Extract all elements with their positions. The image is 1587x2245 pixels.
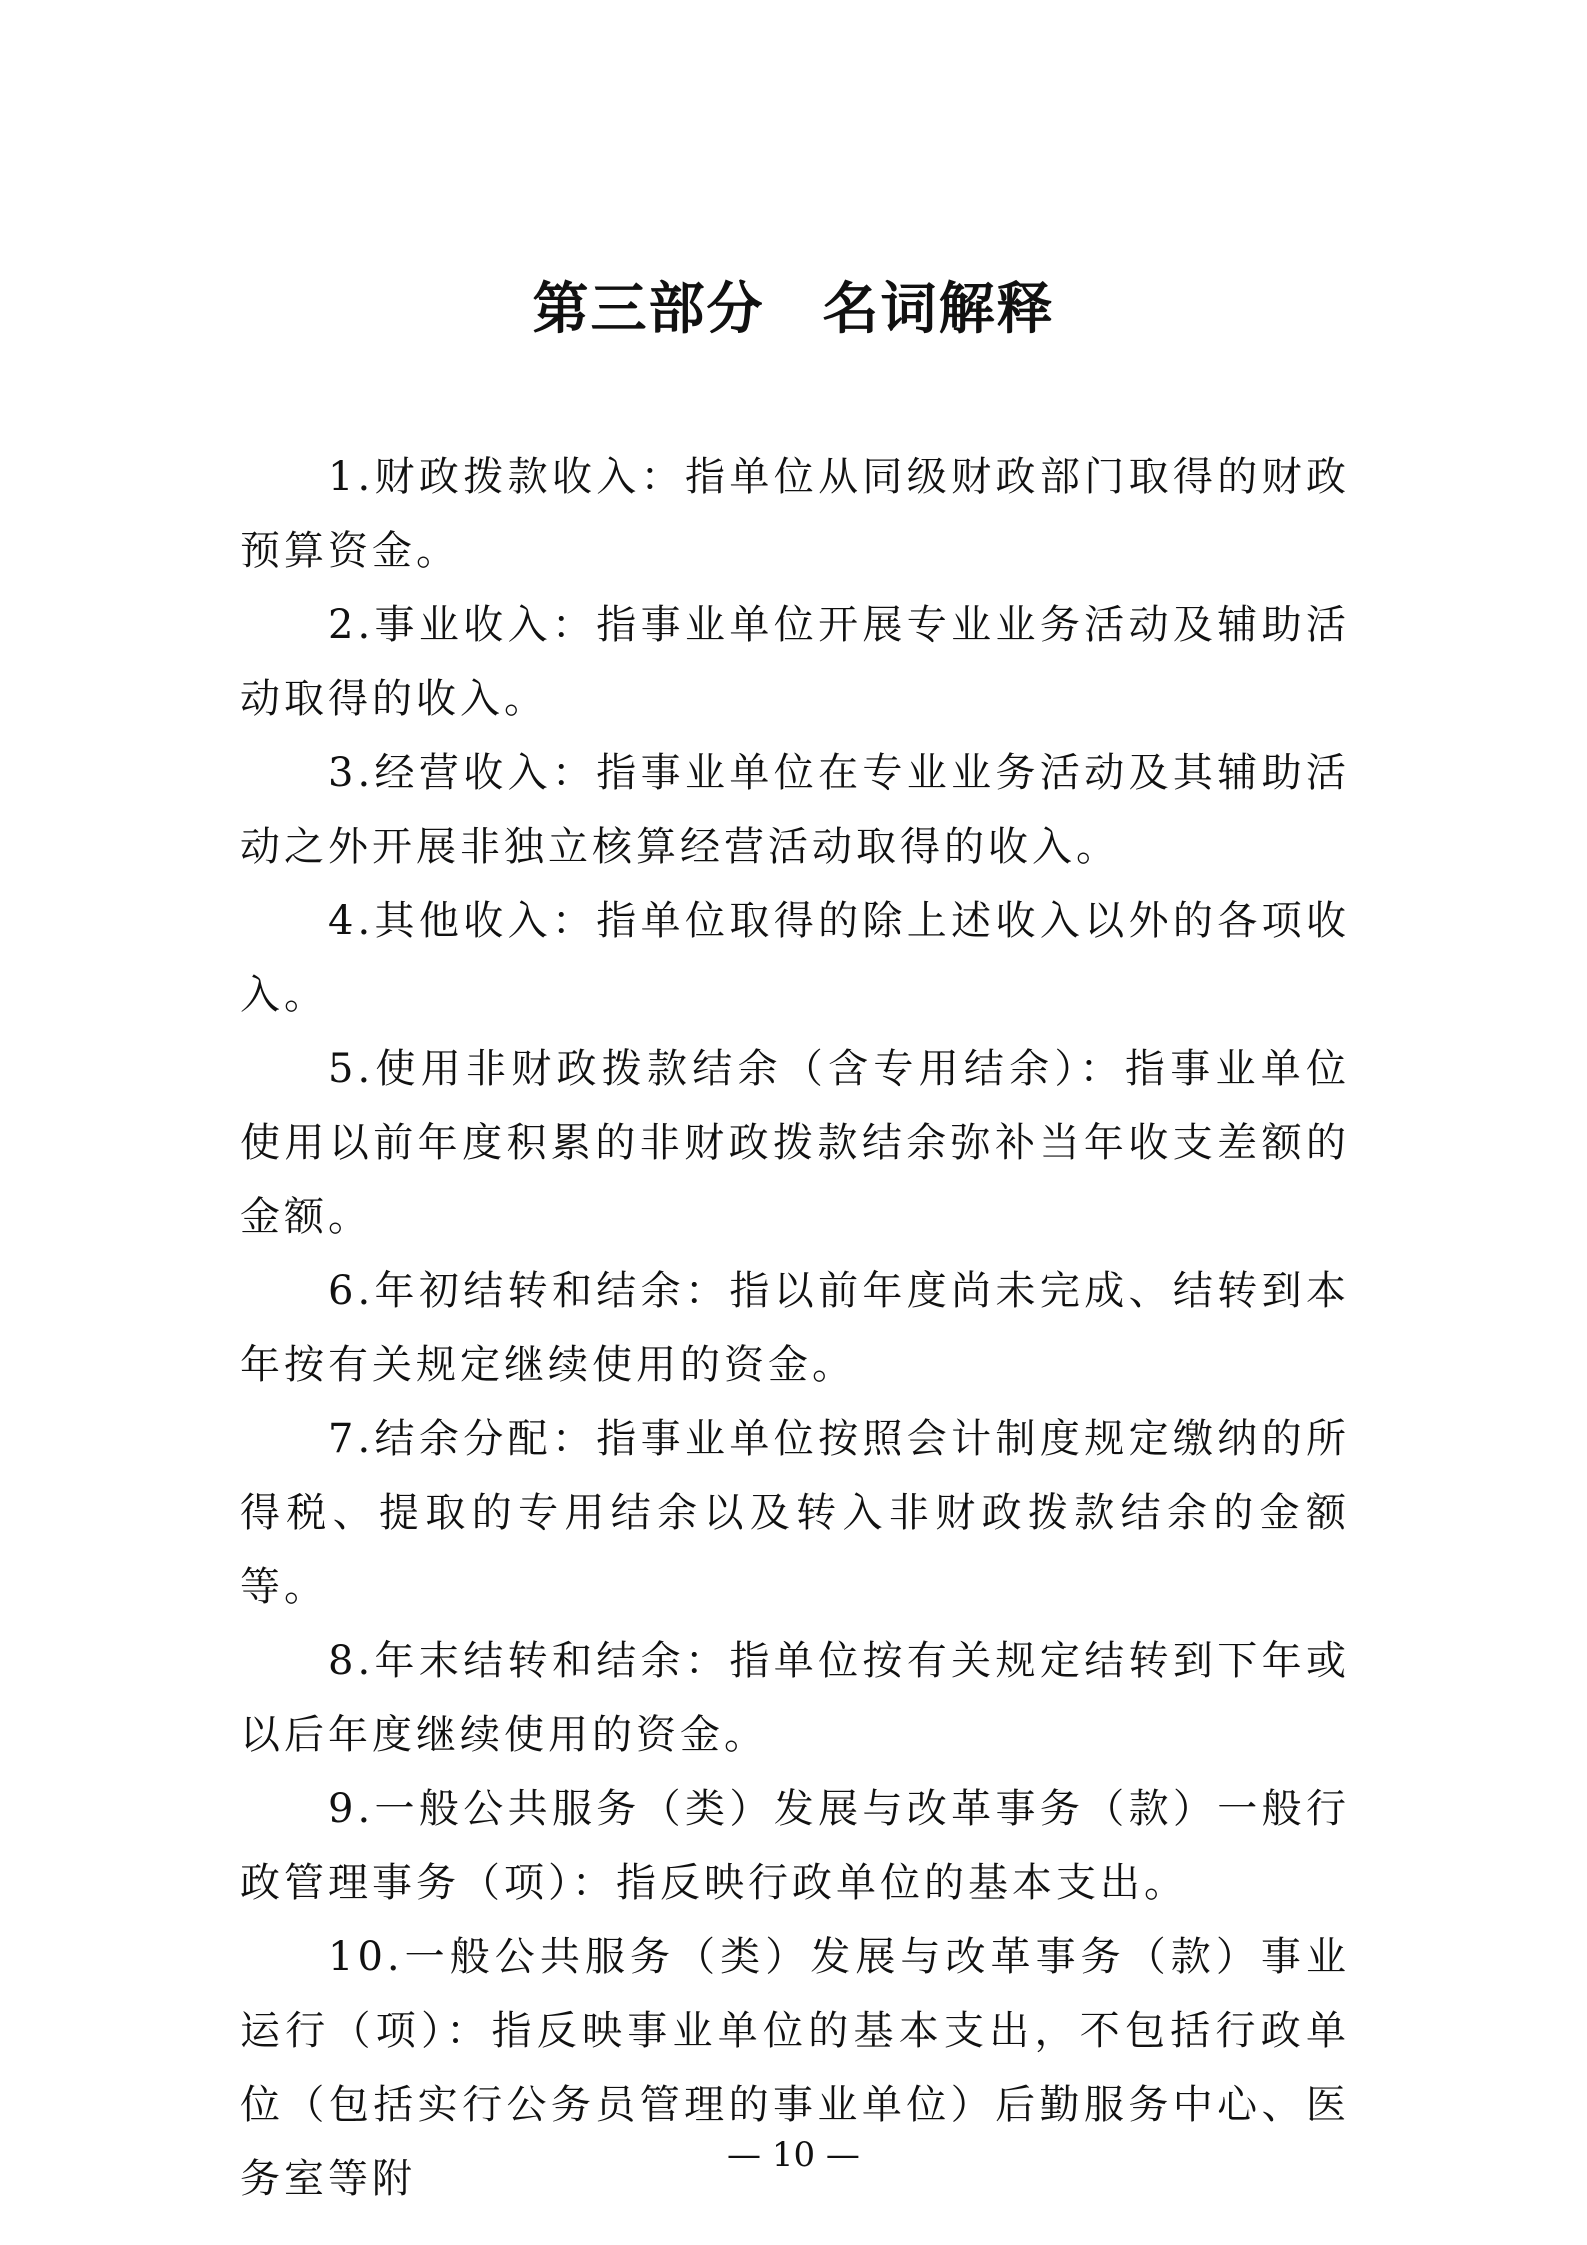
definition-paragraph: 10.一般公共服务（类）发展与改革事务（款）事业运行（项）：指反映事业单位的基本支出，不包括行政单位（包括实行公务员管理的事业单位）后勤服务中心、医务室等附 xyxy=(240,1934,1350,2202)
definition-paragraph: 8.年末结转和结余：指单位按有关规定结转到下年或以后年度继续使用的资金。 xyxy=(240,1638,1350,1758)
definition-paragraph: 1.财政拨款收入：指单位从同级财政部门取得的财政预算资金。 xyxy=(240,454,1350,574)
definition-paragraph: 6.年初结转和结余：指以前年度尚未完成、结转到本年按有关规定继续使用的资金。 xyxy=(240,1268,1350,1388)
definition-paragraph: 5.使用非财政拨款结余（含专用结余）：指事业单位使用以前年度积累的非财政拨款结余弥补当年收支差额的金额。 xyxy=(240,1046,1350,1240)
definitions-body xyxy=(240,440,1350,2216)
definition-paragraph: 9.一般公共服务（类）发展与改革事务（款）一般行政管理事务（项）：指反映行政单位的基本支出。 xyxy=(240,1786,1350,1906)
definition-paragraph: 3.经营收入：指事业单位在专业业务活动及其辅助活动之外开展非独立核算经营活动取得的收入。 xyxy=(240,750,1350,870)
page-number: — 10 — xyxy=(727,2135,860,2175)
definition-paragraph: 4.其他收入：指单位取得的除上述收入以外的各项收入。 xyxy=(240,898,1350,1018)
definition-paragraph: 2.事业收入：指事业单位开展专业业务活动及辅助活动取得的收入。 xyxy=(240,602,1350,722)
page-title: 第三部分 名词解释 xyxy=(532,277,1055,342)
definition-paragraph: 7.结余分配：指事业单位按照会计制度规定缴纳的所得税、提取的专用结余以及转入非财政拨款结余的金额等。 xyxy=(240,1416,1350,1610)
